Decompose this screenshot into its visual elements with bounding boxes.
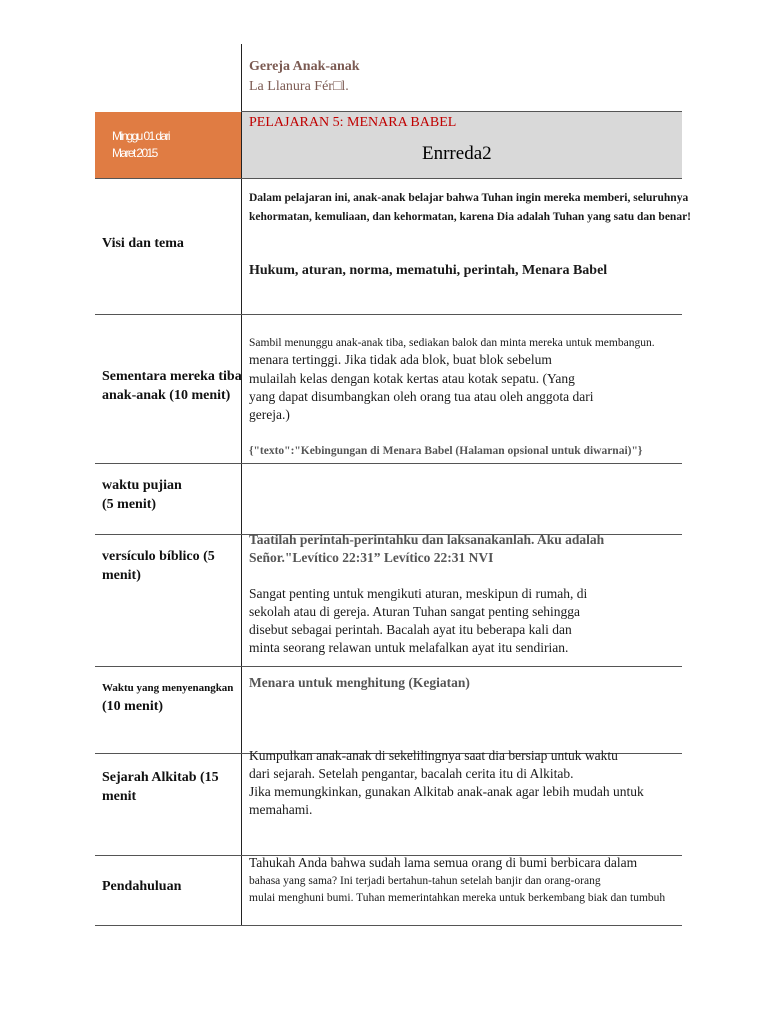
label-line: versículo bíblico (5 — [102, 549, 215, 564]
sejarah-text-line: Kumpulkan anak-anak di sekelilingnya saat dia bersiap untuk waktu — [249, 748, 618, 763]
sementara-text-line: Sambil menunggu anak-anak tiba, sediakan balok dan minta mereka untuk membangun. — [249, 337, 655, 349]
sejarah-text-line: Jika memungkinkan, gunakan Alkitab anak-anak agar lebih mudah untuk — [249, 784, 644, 799]
sejarah-text-line: dari sejarah. Setelah pengantar, bacalah cerita itu di Alkitab. — [249, 766, 574, 781]
versiculo-text-line: Sangat penting untuk mengikuti aturan, meskipun di rumah, di — [249, 586, 588, 601]
row-label-pujian — [102, 476, 182, 514]
row-label-sementara — [102, 367, 242, 405]
versiculo-text-line: disebut sebagai perintah. Bacalah ayat itu beberapa kali dan — [249, 622, 572, 637]
label-line: menit) — [102, 568, 141, 583]
sementara-text-line: menara tertinggi. Jika tidak ada blok, buat blok sebelum — [249, 352, 552, 367]
label-line: Sementara mereka tiba — [102, 369, 242, 384]
lesson-subtitle: Enrreda2 — [422, 143, 492, 164]
visi-text-line: Dalam pelajaran ini, anak-anak belajar bahwa Tuhan ingin mereka memberi, seluruhnya — [249, 192, 689, 204]
label-line: menit — [102, 789, 137, 804]
row-label-pendahuluan: Pendahuluan — [102, 879, 182, 894]
pendahuluan-text-line: Tahukah Anda bahwa sudah lama semua orang di bumi berbicara dalam — [249, 855, 638, 870]
sejarah-text-line: memahami. — [249, 802, 313, 817]
bible-verse-line: Taatilah perintah-perintahku dan laksanakanlah. Aku adalah — [249, 532, 605, 547]
row-divider — [95, 314, 682, 315]
bible-verse-line: Señor."Levítico 22:31” Levítico 22:31 NVI — [249, 550, 494, 565]
lesson-date: Minggu 01 dari Maret 2015 — [112, 129, 169, 160]
church-subtitle: La Llanura Fér□l. — [249, 79, 349, 94]
row-divider — [95, 178, 682, 179]
versiculo-text-line: minta seorang relawan untuk melafalkan ayat itu sendirian. — [249, 640, 569, 655]
row-label-menyenangkan: Waktu yang menyenangkan — [102, 682, 234, 694]
sementara-text-line: gereja.) — [249, 407, 290, 422]
row-label-sejarah — [102, 768, 219, 806]
label-line: (5 menit) — [102, 497, 157, 512]
pendahuluan-text-line: bahasa yang sama? Ini terjadi bertahun-tahun setelah banjir dan orang-orang — [249, 875, 601, 887]
row-label-versiculo — [102, 547, 215, 585]
row-divider — [95, 925, 682, 926]
date-cell — [95, 112, 241, 178]
church-name: Gereja Anak-anak — [249, 59, 360, 74]
sementara-text-line: mulailah kelas dengan kotak kertas atau kotak sepatu. (Yang — [249, 371, 575, 386]
label-line: anak-anak (10 menit) — [102, 388, 231, 403]
row-divider — [95, 463, 682, 464]
visi-text-line: kehormatan, kemuliaan, dan kehormatan, karena Dia adalah Tuhan yang satu dan benar! — [249, 211, 692, 223]
row-label-menyenangkan-duration: (10 menit) — [102, 699, 164, 714]
sementara-text-line: yang dapat disumbangkan oleh orang tua atau oleh anggota dari — [249, 389, 594, 404]
row-label-visi: Visi dan tema — [102, 236, 184, 251]
activity-title: Menara untuk menghitung (Kegiatan) — [249, 675, 470, 690]
versiculo-text-line: sekolah atau di gereja. Aturan Tuhan sangat penting sehingga — [249, 604, 581, 619]
label-line: waktu pujian — [102, 478, 182, 493]
pendahuluan-text-line: mulai menghuni bumi. Tuhan memerintahkan mereka untuk berkembang biak dan tumbuh — [249, 892, 666, 904]
lesson-title: PELAJARAN 5: MENARA BABEL — [249, 115, 457, 130]
coloring-page-note: {"texto":"Kebingungan di Menara Babel (Halaman opsional untuk diwarnai)"} — [249, 445, 643, 457]
row-divider — [95, 666, 682, 667]
title-cell — [242, 112, 682, 178]
label-line: Sejarah Alkitab (15 — [102, 770, 219, 785]
visi-keywords: Hukum, aturan, norma, mematuhi, perintah, Menara Babel — [249, 263, 608, 278]
